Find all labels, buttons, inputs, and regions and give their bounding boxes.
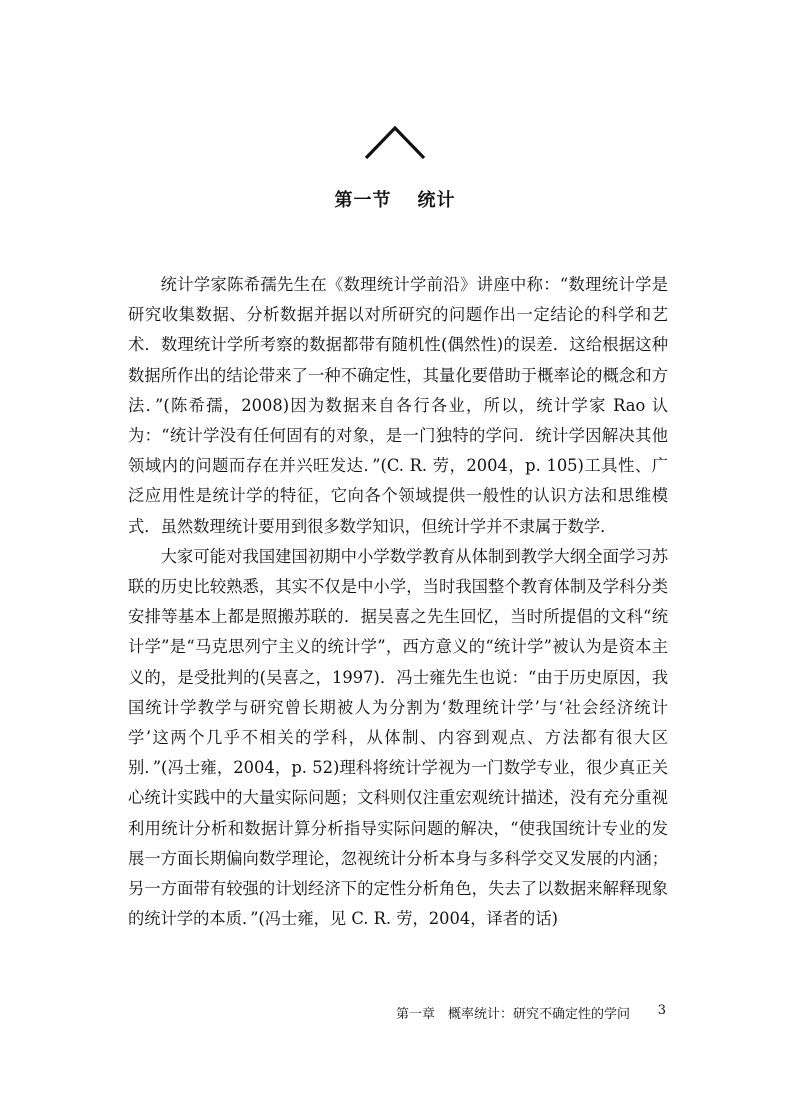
running-chapter-title: 第一章 概率统计：研究不确定性的学问 — [396, 1007, 631, 1022]
paragraph-1: 统计学家陈希孺先生在《数理统计学前沿》讲座中称：“数理统计学是研究收集数据、分析数据并据以对所研究的问题作出一定结论的科学和艺术．数理统计学所考察的数据都带有随机性(偶然性)的误差．这给根据这种数据所作出的结论带来了一种不确定性，其量化要借助于概率论的概念和方法．”(陈希孺，2008)因为数据来自各行各业，所以，统计学家 Rao 认为：“统计学没有任何固有的对象，是一门独特的学问．统计学因解决其他领域内的问题而存在并兴旺发达．”(C. R. 劳，2004，p. 105)工具性、广泛应用性是统计学的特征，它向各个领域提供一般性的认识方法和思维模式．虽然数理统计要用到很多数学知识，但统计学并不隶属于数学． — [128, 275, 668, 536]
page-number: 3 — [657, 1003, 666, 1018]
chevron-up-icon — [364, 124, 426, 160]
body-text — [128, 270, 668, 934]
section-number: 第一节 — [334, 190, 392, 211]
section-heading: 统计 — [417, 190, 456, 211]
page-footer — [396, 1003, 666, 1022]
paragraph-2: 大家可能对我国建国初期中小学数学教育从体制到教学大纲全面学习苏联的历史比较熟悉，其实不仅是中小学，当时我国整个教育体制及学科分类安排等基本上都是照搬苏联的．据吴喜之先生回忆，当时所提倡的文科“统计学”是“马克思列宁主义的统计学”，西方意义的“统计学”被认为是资本主义的，是受批判的(吴喜之，1997)．冯士雍先生也说：“由于历史原因，我国统计学教学与研究曾长期被人为分割为‘数理统计学’与‘社会经济统计学’这两个几乎不相关的学科，从体制、内容到观点、方法都有很大区别．”(冯士雍，2004，p. 52)理科将统计学视为一门数学专业，很少真正关心统计实践中的大量实际问题；文科则仅注重宏观统计描述，没有充分重视利用统计分析和数据计算分析指导实际问题的解决，“使我国统计专业的发展一方面长期偏向数学理论，忽视统计分析本身与多科学交叉发展的内涵；另一方面带有较强的计划经济下的定性分析角色，失去了以数据来解释现象的统计学的本质．”(冯士雍，见 C. R. 劳，2004，译者的话) — [128, 546, 668, 929]
section-title — [0, 186, 790, 212]
